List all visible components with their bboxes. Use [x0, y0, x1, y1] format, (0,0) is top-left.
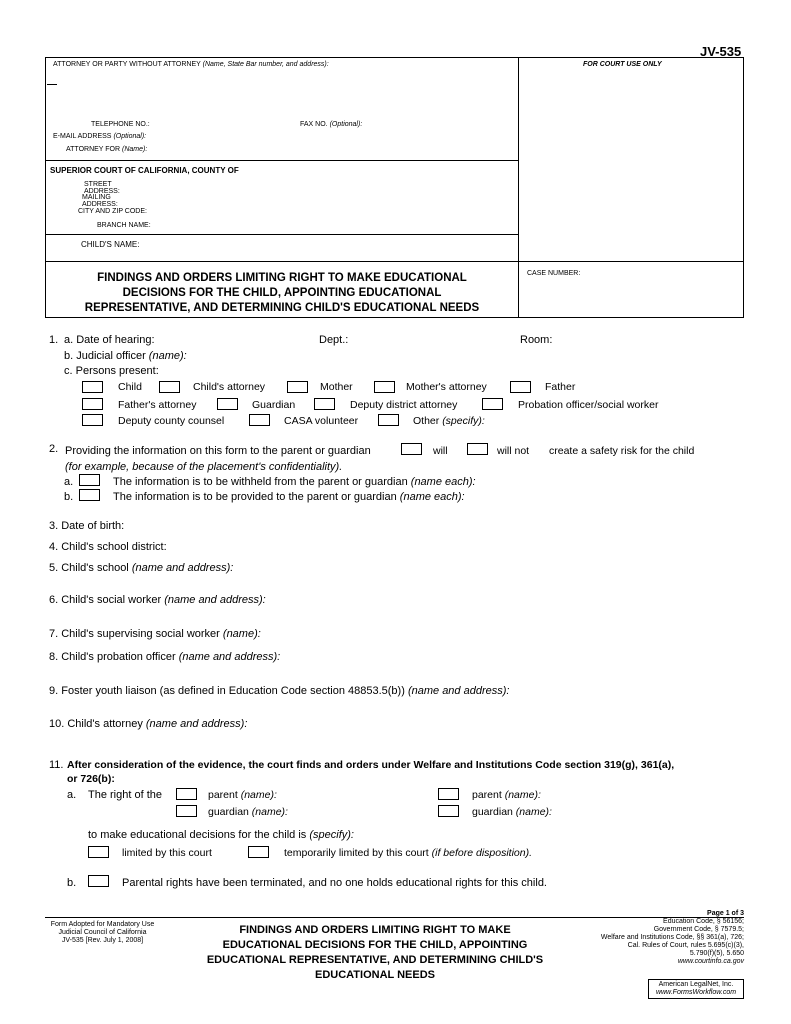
- court-name: SUPERIOR COURT OF CALIFORNIA, COUNTY OF: [50, 166, 239, 175]
- footer-title: FINDINGS AND ORDERS LIMITING RIGHT TO MAKE EDUCATIONAL DECISIONS FOR THE CHILD, APPOINTING EDUCATIONAL REPRESENTATIVE, AND DETERMINING CHILD'S EDUCATIONAL NEEDS: [206, 924, 544, 981]
- fax-label: FAX NO. (Optional):: [300, 121, 363, 128]
- will-checkbox[interactable]: [401, 443, 422, 455]
- mothers-attorney-checkbox[interactable]: [374, 381, 395, 393]
- child-name-label: CHILD'S NAME:: [81, 240, 140, 249]
- guardian2-checkbox[interactable]: [438, 805, 459, 817]
- item11-heading: After consideration of the evidence, the court finds and orders under Welfare and Institutions Code section 319(g), 361(a),: [67, 759, 675, 771]
- foster-liaison-label: 9. Foster youth liaison (as defined in Education Code section 48853.5(b)) (name and address):: [49, 685, 510, 697]
- case-number-label: CASE NUMBER:: [527, 270, 581, 277]
- deputy-da-checkbox[interactable]: [314, 398, 335, 410]
- dob-label: 3. Date of birth:: [49, 520, 125, 532]
- city-label: CITY AND ZIP CODE:: [78, 208, 147, 215]
- hearing-date-label: a. Date of hearing:: [64, 334, 155, 346]
- temp-limited-checkbox[interactable]: [248, 846, 269, 858]
- social-worker-label: 6. Child's social worker (name and address):: [49, 594, 266, 606]
- will-not-checkbox[interactable]: [467, 443, 488, 455]
- terminated-checkbox[interactable]: [88, 875, 109, 887]
- child-checkbox[interactable]: [82, 381, 103, 393]
- persons-present-label: c. Persons present:: [64, 365, 159, 377]
- guardian-checkbox[interactable]: [217, 398, 238, 410]
- legalnet-text: American LegalNet, Inc. www.FormsWorkflow.com: [655, 981, 737, 996]
- attorney-for-label: ATTORNEY FOR (Name):: [66, 146, 148, 153]
- fathers-attorney-checkbox[interactable]: [82, 398, 103, 410]
- probation-checkbox[interactable]: [482, 398, 503, 410]
- childs-attorney-checkbox[interactable]: [159, 381, 180, 393]
- mother-checkbox[interactable]: [287, 381, 308, 393]
- parent2-checkbox[interactable]: [438, 788, 459, 800]
- room-label: Room:: [520, 334, 553, 346]
- school-district-label: 4. Child's school district:: [49, 541, 167, 553]
- limited-checkbox[interactable]: [88, 846, 109, 858]
- caption-divider: [518, 57, 519, 318]
- guardian1-checkbox[interactable]: [176, 805, 197, 817]
- item2-text: Providing the information on this form to the parent or guardian: [65, 445, 371, 457]
- footer-citations: Page 1 of 3 Education Code, § 56156; Government Code, § 7579.5; Welfare and Institutions Code, §§ 361(a), 726; Cal. Rules of Court, rules 5.695(c)(3), 5.790(f)(5), 5.650 www.courtinfo.ca.gov: [600, 910, 744, 965]
- form-id: JV-535: [700, 44, 742, 59]
- telephone-label: TELEPHONE NO.:: [91, 121, 150, 128]
- casa-checkbox[interactable]: [249, 414, 270, 426]
- email-label: E-MAIL ADDRESS (Optional):: [53, 133, 147, 140]
- school-label: 5. Child's school (name and address):: [49, 562, 234, 574]
- mailing-label: MAILING ADDRESS:: [82, 194, 118, 208]
- provided-checkbox[interactable]: [79, 489, 100, 501]
- parent1-checkbox[interactable]: [176, 788, 197, 800]
- form-title: FINDINGS AND ORDERS LIMITING RIGHT TO MAKE EDUCATIONAL DECISIONS FOR THE CHILD, APPOINTING EDUCATIONAL REPRESENTATIVE, AND DETERMINING CHILD'S EDUCATIONAL NEEDS: [84, 272, 480, 314]
- childs-attorney-label: 10. Child's attorney (name and address):: [49, 718, 248, 730]
- court-use-label: FOR COURT USE ONLY: [583, 61, 662, 68]
- probation-officer-label: 8. Child's probation officer (name and address):: [49, 651, 281, 663]
- attorney-label: ATTORNEY OR PARTY WITHOUT ATTORNEY (Name, State Bar number, and address):: [53, 61, 329, 68]
- other-checkbox[interactable]: [378, 414, 399, 426]
- dept-label: Dept.:: [319, 334, 349, 346]
- judicial-officer-label: b. Judicial officer (name):: [64, 350, 187, 362]
- footer-adopted: Form Adopted for Mandatory Use Judicial Council of California JV-535 [Rev. July 1, 2008]: [50, 921, 155, 944]
- father-checkbox[interactable]: [510, 381, 531, 393]
- branch-label: BRANCH NAME:: [97, 222, 151, 229]
- supervising-sw-label: 7. Child's supervising social worker (name):: [49, 628, 261, 640]
- withheld-checkbox[interactable]: [79, 474, 100, 486]
- deputy-cc-checkbox[interactable]: [82, 414, 103, 426]
- street-label: STREET ADDRESS:: [84, 181, 120, 195]
